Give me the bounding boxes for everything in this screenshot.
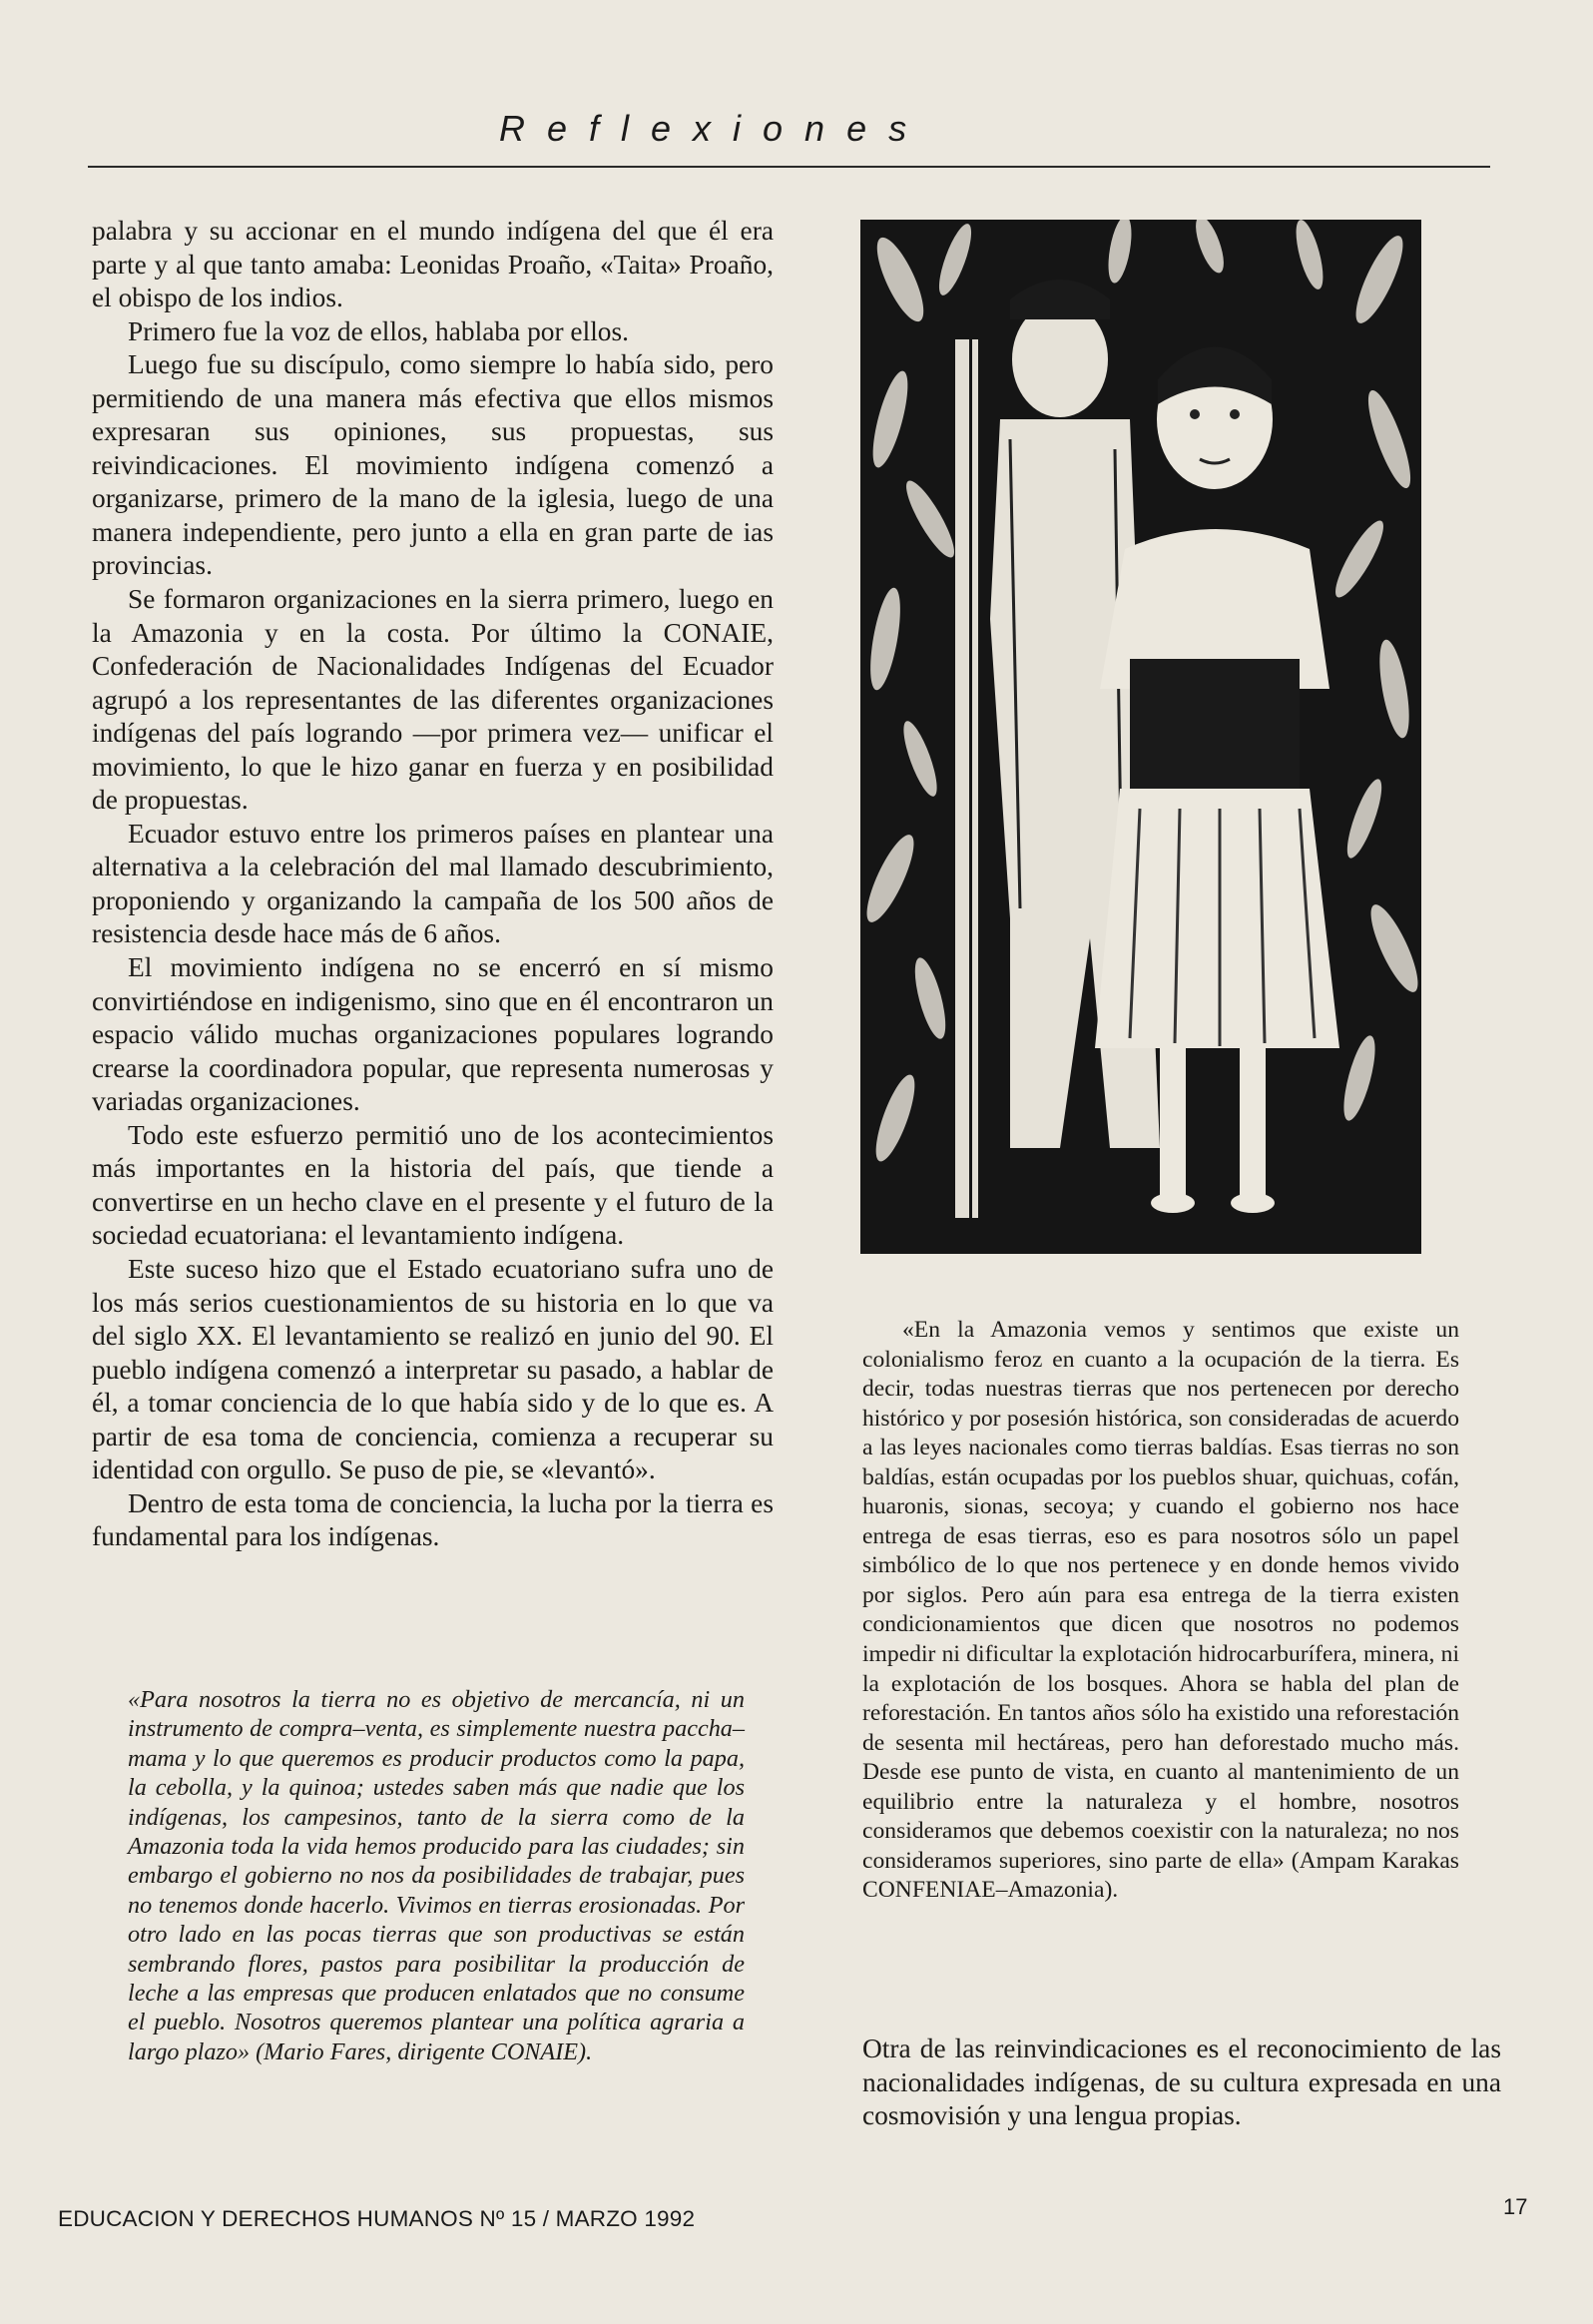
quote-mario-fares	[128, 1685, 745, 2066]
footer-publication: EDUCACION Y DERECHOS HUMANOS Nº 15 / MARZO 1992	[58, 2206, 696, 2231]
paragraph: Todo este esfuerzo permitió uno de los acontecimientos más importantes en la historia del país, que tiende a convertirse en un hecho clave en el presente y el futuro de la sociedad ecuatoriana: el levantamiento indígena.	[92, 1119, 774, 1251]
page-number: 17	[1503, 2194, 1528, 2219]
paragraph: Se formaron organizaciones en la sierra primero, luego en la Amazonia y en la costa. Por último la CONAIE, Confederación de Nacionalidades Indígenas del Ecuador agrupó a los representantes de las diferentes organizaciones indígenas del país logrando —por primera vez— unificar el movimiento, lo que le hizo ganar en fuerza y en posibilidad de propuestas.	[92, 584, 774, 816]
header-rule	[88, 166, 1490, 168]
quote-text: «En la Amazonia vemos y sentimos que existe un colonialismo feroz en cuanto a la ocupación de la tierra. Es decir, todas nuestras tierras que nos pertenecen por derecho histórico y por posesión histórica, son consideradas de acuerdo a las leyes nacionales como tierras baldías. Esas tierras no son baldías, están ocupadas por los pueblos shuar, quichuas, cofán, huaronis, sionas, secoya; y cuando el gobierno nos hace entrega de esas tierras, eso es para nosotros sólo un papel simbólico de lo que nos pertenece y en donde hemos vivido por siglos. Pero aún para esa entrega de la tierra existen condicionamientos que dicen que nosotros no podemos impedir ni dificultar la explotación hidrocarburífera, minera, ni la explotación de los bosques. Ahora se habla del plan de reforestación. En tantos años sólo ha existido una reforestación de sesenta mil hectáreas, pero han deforestado mucho más. Desde ese punto de vista, en cuanto al mantenimiento de un equilibrio entre la naturaleza y el hombre, nosotros consideramos que debemos coexistir con la naturaleza; no nos consideramos superiores, sino parte de ella» (Ampam Karakas CONFENIAE–Amazonia).	[862, 1317, 1459, 1904]
quote-ampam-karakas	[862, 1316, 1459, 1906]
paragraph: Ecuador estuvo entre los primeros países en plantear una alternativa a la celebración del mal llamado descubrimiento, proponiendo y organizando la campaña de los 500 años de resistencia desde hace más de 6 años.	[92, 818, 774, 949]
paragraph: Otra de las reinvindicaciones es el reconocimiento de las nacionalidades indígenas, de su cultura expresada en una cosmovisión y una lengua propias.	[862, 2034, 1501, 2131]
left-column	[92, 215, 774, 1554]
woodcut-illustration-icon	[860, 220, 1421, 1254]
quote-text: «Para nosotros la tierra no es objetivo de mercancía, ni un instrumento de compra–venta, es simplemente nuestra paccha–mama y lo que queremos es producir productos como la papa, la cebolla, y la quinoa; ustedes saben más que nadie que los indígenas, los campesinos, tanto de la sierra como de la Amazonia toda la vida hemos producido para las ciudades; sin embargo el gobierno no nos da posibilidades de trabajar, pues no tenemos donde hacerlo. Vivimos en tierras erosionadas. Por otro lado en las pocas tierras que son productivas se están sembrando flores, pastos para posibilitar la producción de leche a las empresas que producen enlatados que no consume el pueblo. Nosotros queremos plantear una política agraria a largo plazo» (Mario Fares, dirigente CONAIE).	[128, 1686, 745, 2065]
paragraph: Primero fue la voz de ellos, hablaba por ellos.	[128, 315, 630, 346]
running-title: Reflexiones	[499, 108, 929, 149]
right-column-text	[862, 2033, 1501, 2133]
paragraph: palabra y su accionar en el mundo indígena del que él era parte y al que tanto amaba: Leonidas Proaño, «Taita» Proaño, el obispo de los indios.	[92, 216, 774, 313]
paragraph: Dentro de esta toma de conciencia, la lucha por la tierra es fundamental para los indígenas.	[92, 1487, 774, 1552]
paragraph: Este suceso hizo que el Estado ecuatoriano sufra uno de los más serios cuestionamientos de su historia en lo que va del siglo XX. El levantamiento se realizó en junio del 90. El pueblo indígena comenzó a interpretar su pasado, a hablar de él, a tomar conciencia de lo que había sido y de lo que es. A partir de esa toma de conciencia, comienza a recuperar su identidad con orgullo. Se puso de pie, se «levantó».	[92, 1253, 774, 1485]
paragraph: El movimiento indígena no se encerró en sí mismo convirtiéndose en indigenismo, sino que en él encontraron un espacio válido muchas organizaciones populares logrando crearse la coordinadora popular, que representa numerosas y variadas organizaciones.	[92, 952, 774, 1117]
paragraph: Luego fue su discípulo, como siempre lo había sido, pero permitiendo de una manera más efectiva que ellos mismos expresaran sus opiniones, sus propuestas, sus reivindicaciones. El movimiento indígena comenzó a organizarse, primero de la mano de la iglesia, luego de una manera independiente, pero junto a ella en gran parte de ias provincias.	[92, 349, 774, 581]
